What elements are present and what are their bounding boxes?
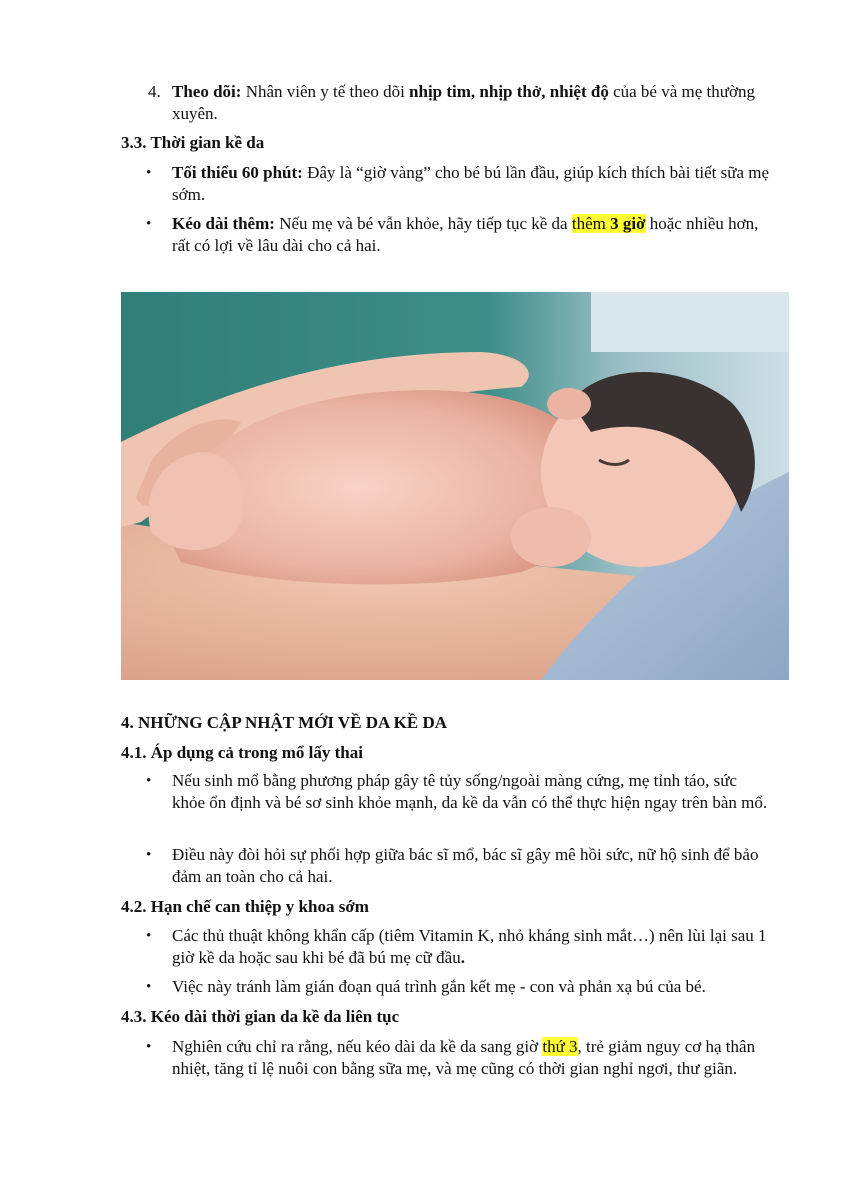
- bullet-text: Tối thiểu 60 phút: Đây là “giờ vàng” cho bé bú lần đầu, giúp kích thích bài tiết sữa mẹ sớm.: [172, 163, 770, 204]
- section-heading-4: 4. NHỮNG CẬP NHẬT MỚI VỀ DA KỀ DA: [121, 713, 448, 732]
- section-heading-4-1: 4.1. Áp dụng cả trong mổ lấy thai: [121, 743, 363, 762]
- bullet-text: Nghiên cứu chỉ ra rằng, nếu kéo dài da kề da sang giờ thứ 3, trẻ giảm nguy cơ hạ thân nhiệt, tăng tỉ lệ nuôi con bằng sữa mẹ, và mẹ cũng có thời gian nghỉ ngơi, thư giãn.: [172, 1037, 756, 1078]
- bullet-icon: •: [146, 165, 152, 181]
- bullet-icon: •: [146, 773, 152, 789]
- bullet-icon: •: [146, 928, 152, 944]
- photo-illustration: [121, 292, 789, 680]
- newborn-skin-to-skin-photo: [121, 292, 789, 680]
- bullet-icon: •: [146, 1039, 152, 1055]
- list-number: 4.: [148, 82, 161, 101]
- bullet-text: Các thủ thuật không khẩn cấp (tiêm Vitamin K, nhỏ kháng sinh mắt…) nên lùi lại sau 1 giờ kề da hoặc sau khi bé đã bú mẹ cữ đầu.: [172, 926, 767, 967]
- list-item-text: Theo dõi: Nhân viên y tế theo dõi nhịp tim, nhịp thở, nhiệt độ của bé và mẹ thường xuyên.: [172, 82, 755, 123]
- section-heading-3-3: 3.3. Thời gian kề da: [121, 133, 265, 152]
- highlight-text: thêm 3 giờ: [571, 214, 646, 233]
- bullet-text: Nếu sinh mổ bằng phương pháp gây tê tủy sống/ngoài màng cứng, mẹ tỉnh táo, sức khỏe ổn định và bé sơ sinh khỏe mạnh, da kề da vẫn có thể thực hiện ngay trên bàn mổ.: [172, 771, 768, 812]
- section-heading-4-2: 4.2. Hạn chế can thiệp y khoa sớm: [121, 897, 369, 916]
- bullet-icon: •: [146, 979, 152, 995]
- bullet-text: Việc này tránh làm gián đoạn quá trình gắn kết mẹ - con và phản xạ bú của bé.: [172, 977, 706, 996]
- bullet-icon: •: [146, 847, 152, 863]
- bullet-text: Kéo dài thêm: Nếu mẹ và bé vẫn khỏe, hãy tiếp tục kề da thêm 3 giờ hoặc nhiều hơn, rất có lợi về lâu dài cho cả hai.: [172, 214, 759, 255]
- bullet-icon: •: [146, 216, 152, 232]
- section-heading-4-3: 4.3. Kéo dài thời gian da kề da liên tục: [121, 1007, 400, 1026]
- bullet-text: Điều này đòi hỏi sự phối hợp giữa bác sĩ mổ, bác sĩ gây mê hồi sức, nữ hộ sinh để bảo đảm an toàn cho cả hai.: [172, 845, 759, 886]
- highlight-text: thứ 3: [542, 1037, 578, 1056]
